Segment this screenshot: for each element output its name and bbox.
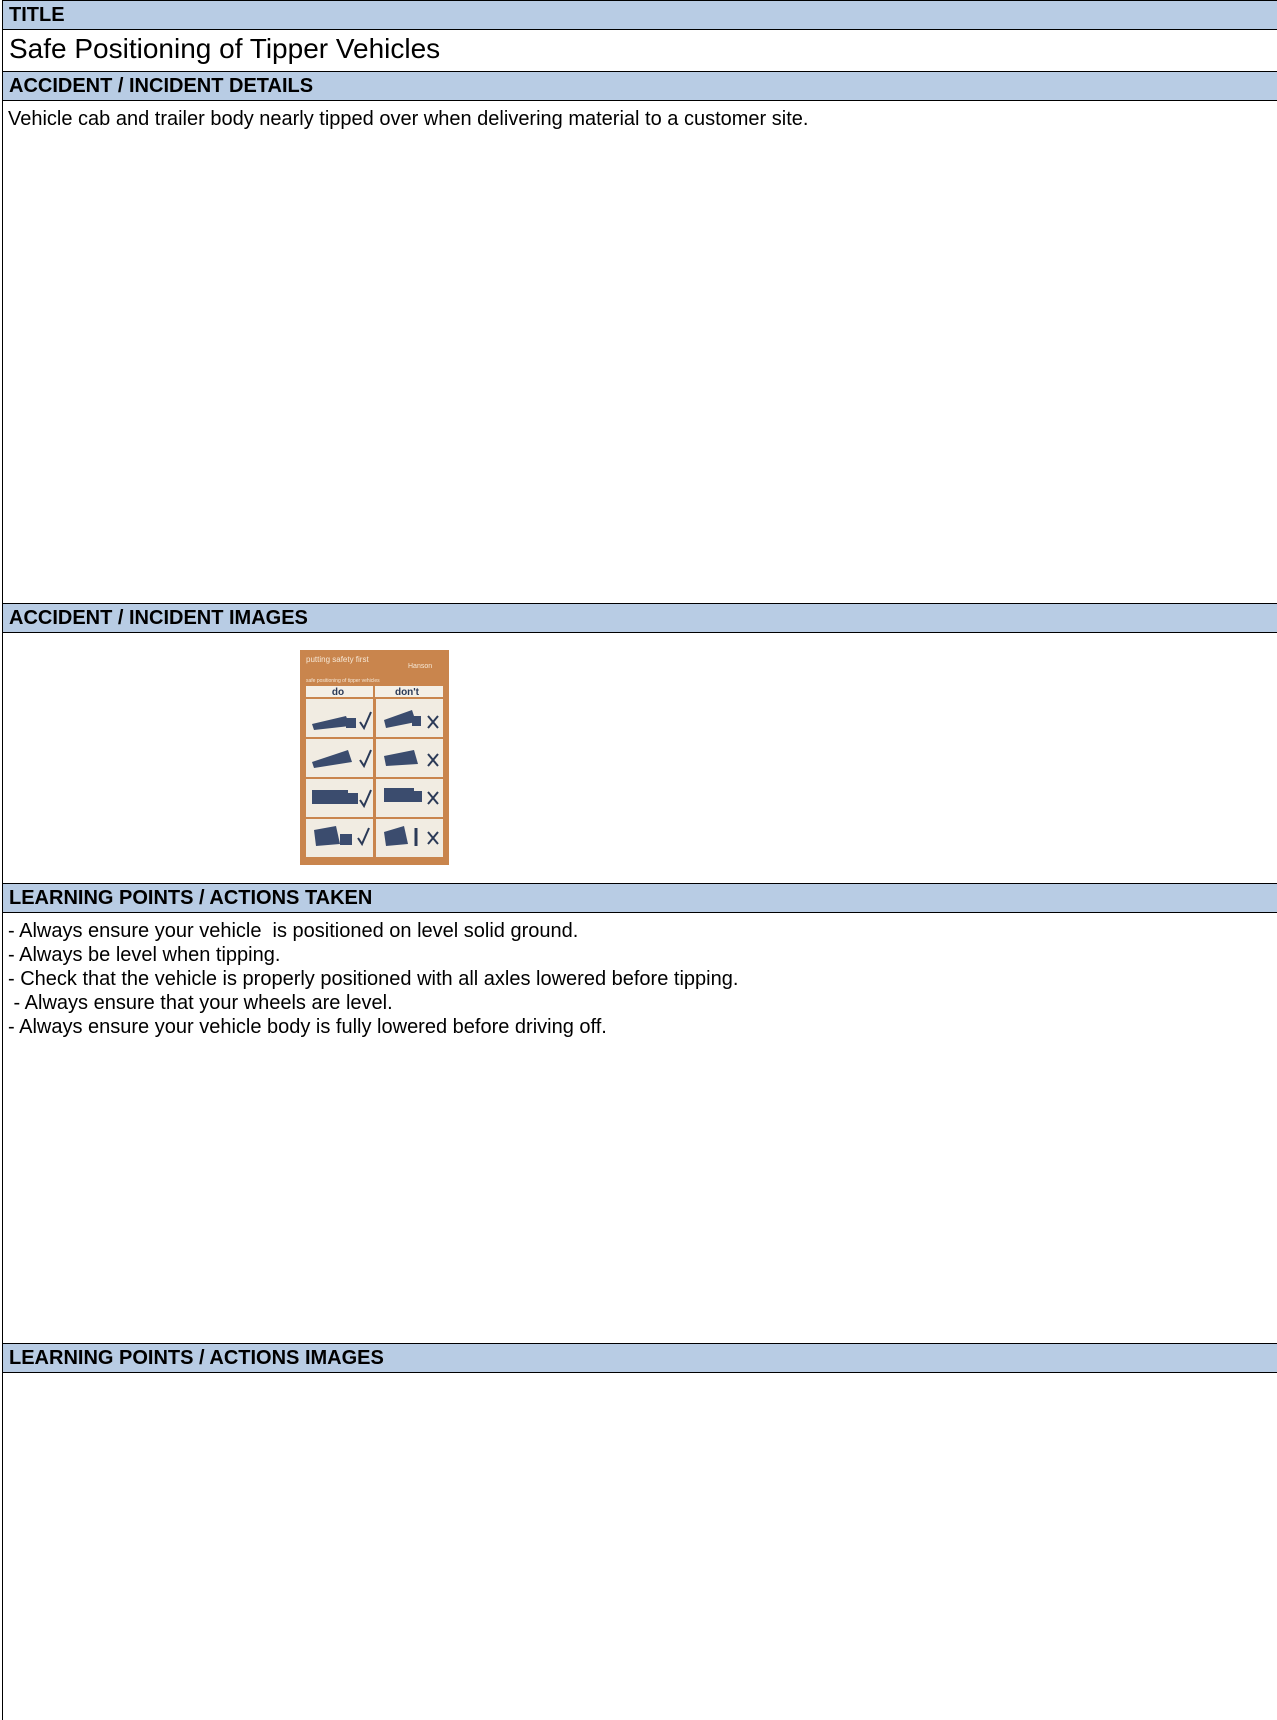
poster-col-dont: don't — [394, 687, 420, 698]
learning-images-header-label: LEARNING POINTS / ACTIONS IMAGES — [9, 1346, 384, 1369]
report-title: Safe Positioning of Tipper Vehicles — [9, 33, 441, 64]
learning-images-cell — [2, 1373, 1277, 1720]
learning-point: - Always be level when tipping. — [8, 944, 281, 966]
poster-heading: putting safety first — [306, 655, 369, 664]
title-header-label: TITLE — [9, 3, 65, 26]
details-header-label: ACCIDENT / INCIDENT DETAILS — [9, 74, 314, 97]
safety-poster-image — [300, 650, 449, 865]
learning-cell — [2, 913, 1277, 1343]
details-header — [2, 71, 1277, 101]
learning-point: - Always ensure your vehicle body is fully lowered before driving off. — [8, 1016, 607, 1038]
title-cell — [2, 30, 1277, 71]
learning-images-header — [2, 1343, 1277, 1373]
title-header — [2, 0, 1277, 30]
images-cell — [2, 633, 1277, 883]
images-header — [2, 603, 1277, 633]
learning-header-label: LEARNING POINTS / ACTIONS TAKEN — [9, 886, 373, 909]
learning-header — [2, 883, 1277, 913]
details-text: Vehicle cab and trailer body nearly tipped over when delivering material to a customer site. — [8, 108, 809, 130]
details-cell — [2, 101, 1277, 603]
poster-brand: Hanson — [408, 663, 433, 670]
learning-point: - Always ensure your vehicle is positioned on level solid ground. — [8, 920, 579, 942]
poster-subheading: safe positioning of tipper vehicles — [306, 678, 380, 684]
poster-col-do: do — [331, 687, 345, 698]
learning-point: - Check that the vehicle is properly positioned with all axles lowered before tipping. — [8, 968, 739, 990]
learning-points-list — [3, 919, 1277, 1039]
images-header-label: ACCIDENT / INCIDENT IMAGES — [9, 606, 308, 629]
learning-point: - Always ensure that your wheels are level. — [8, 992, 393, 1014]
